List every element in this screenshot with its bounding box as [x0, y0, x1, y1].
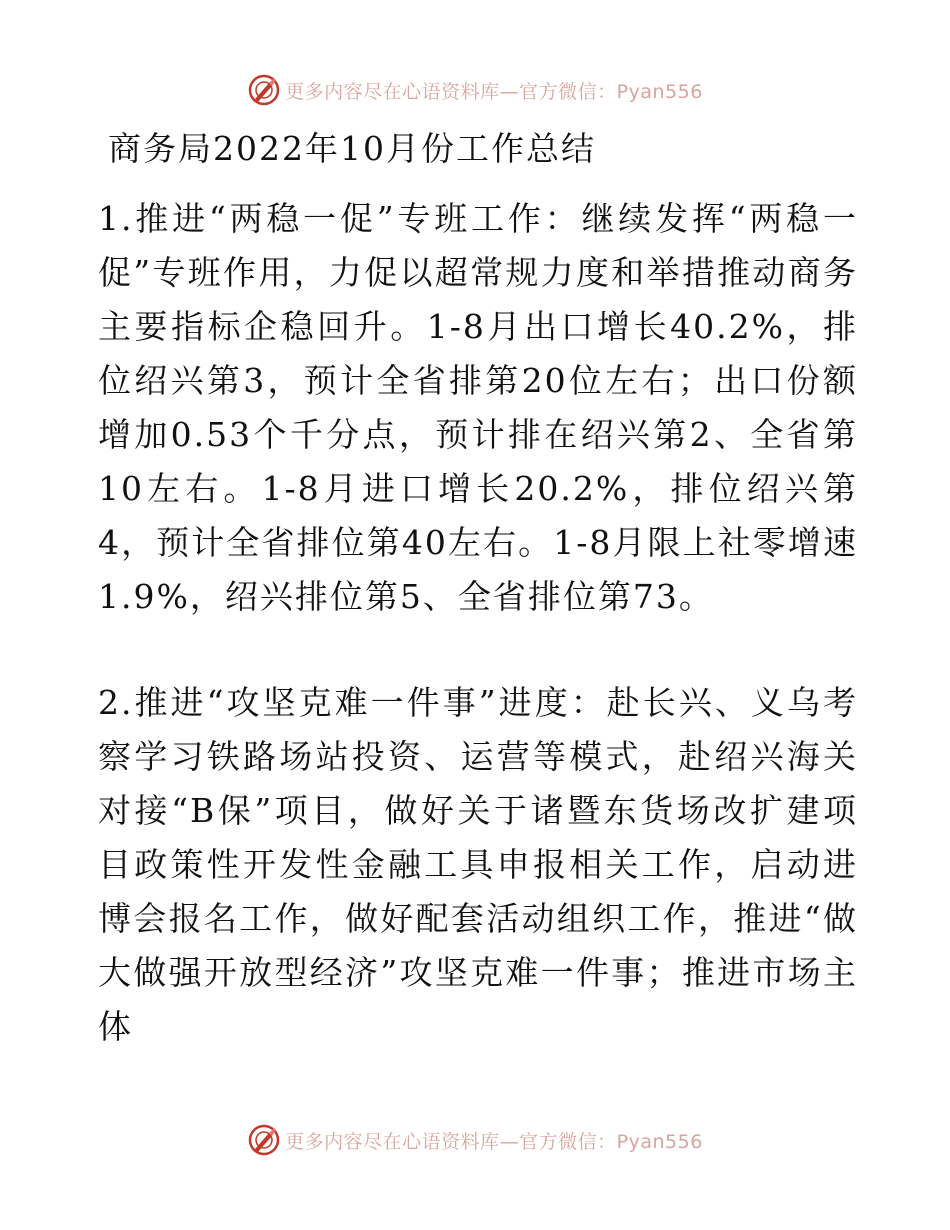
seal-logo-icon [247, 73, 281, 107]
footer-watermark-text: 更多内容尽在心语资料库—官方微信：Pyan556 [285, 1130, 703, 1153]
footer-watermark [0, 1120, 950, 1160]
paragraph-1: 1.推进“两稳一促”专班工作：继续发挥“两稳一促”专班作用，力促以超常规力度和举措推动商务主要指标企稳回升。1-8月出口增长40.2%，排位绍兴第3，预计全省排第20位左右；出口份额增加0.53个千分点，预计排在绍兴第2、全省第10左右。1-8月进口增长20.2%，排位绍兴第4，预计全省排位第40左右。1-8月限上社零增速1.9%，绍兴排位第5、全省排位第73。 [98, 199, 858, 616]
seal-logo-icon [247, 1123, 281, 1157]
document-title: 商务局2022年10月份工作总结 [108, 129, 596, 168]
paragraph-2: 2.推进“攻坚克难一件事”进度：赴长兴、义乌考察学习铁路场站投资、运营等模式，赴绍兴海关对接“B保”项目，做好关于诸暨东货场改扩建项目政策性开发性金融工具申报相关工作，启动进博会报名工作，做好配套活动组织工作，推进“做大做强开放型经济”攻坚克难一件事；推进市场主体 [98, 683, 858, 1046]
header-watermark-text: 更多内容尽在心语资料库—官方微信：Pyan556 [285, 80, 703, 103]
header-watermark [0, 70, 950, 110]
